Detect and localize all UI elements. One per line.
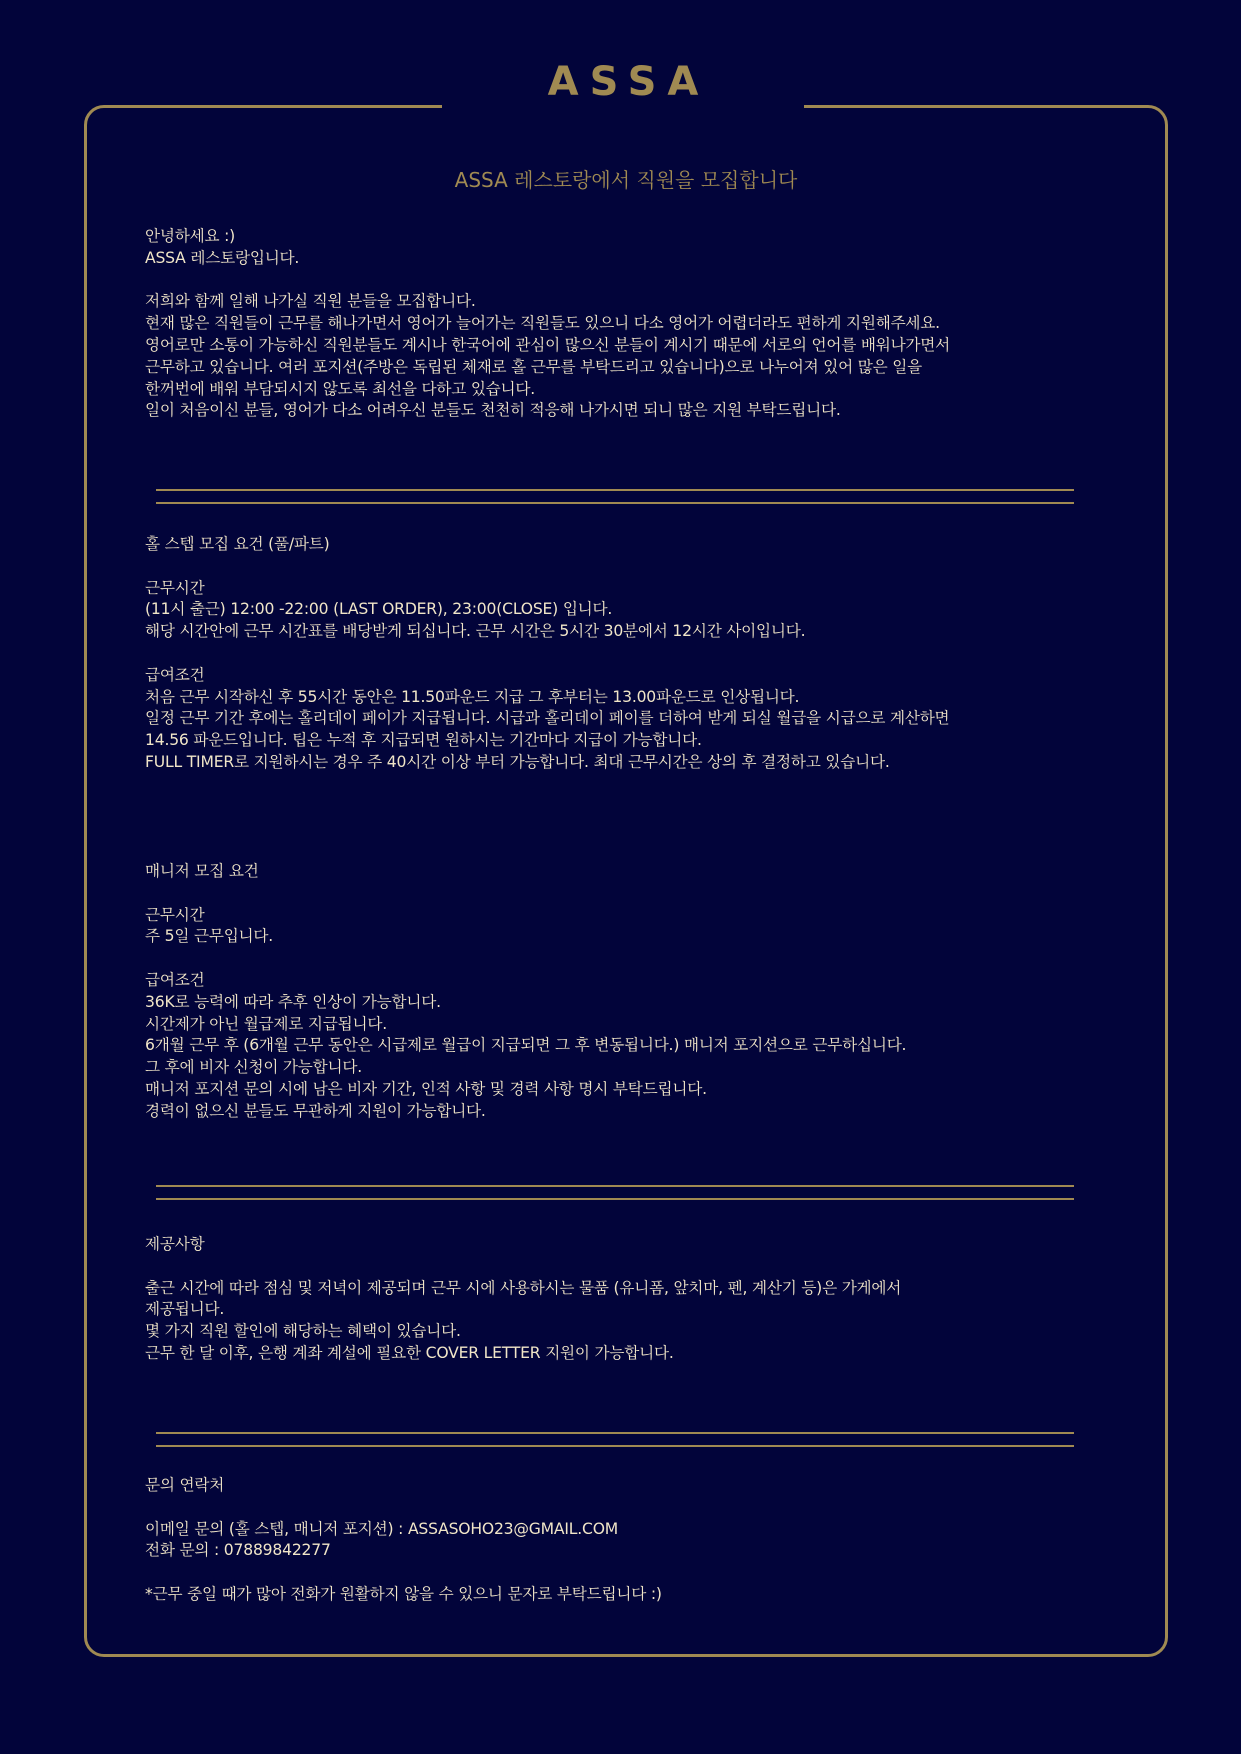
text-line: 저희와 함께 일해 나가실 직원 분들을 모집합니다. [145, 292, 476, 311]
text-line: 안녕하세요 :) [145, 227, 236, 245]
text-line: 경력이 없으신 분들도 무관하게 지원이 가능합니다. [145, 1101, 486, 1120]
text-line [145, 1562, 1145, 1584]
text-line: ASSA 레스토랑입니다. [145, 248, 300, 267]
text-line: 출근 시간에 따라 점심 및 저녁이 제공되며 근무 시에 사용하시는 물품 (유니폼, 앞치마, 펜, 계산기 등)은 가게에서 [145, 1278, 902, 1297]
hall-staff-section [145, 534, 1145, 774]
text-line: 근무하고 있습니다. 여러 포지션(주방은 독립된 체재로 홀 근무를 부탁드리고 있습니다)으로 나누어져 있어 많은 일을 [145, 357, 922, 376]
benefits-section [145, 1234, 1145, 1365]
text-line: 시간제가 아닌 월급제로 지급됩니다. [145, 1014, 387, 1033]
text-line: 근무 한 달 이후, 은행 계좌 계설에 필요한 COVER LETTER 지원이 가능합니다. [145, 1343, 674, 1362]
intro-section [145, 226, 1145, 422]
assa-logo: ASSA [547, 59, 710, 105]
text-line: 6개월 근무 후 (6개월 근무 동안은 시급제로 월급이 지급되면 그 후 변동됩니다.) 매니저 포지션으로 근무하십니다. [145, 1036, 907, 1055]
text-line: 제공사항 [145, 1235, 205, 1253]
text-line: *근무 중일 때가 많아 전화가 원활하지 않을 수 있으니 문자로 부탁드립니다 :) [145, 1584, 662, 1603]
text-line: 급여조건 [145, 665, 205, 684]
text-line: 그 후에 비자 신청이 가능합니다. [145, 1058, 363, 1077]
text-line: 한꺼번에 배워 부담되시지 않도록 최선을 다하고 있습니다. [145, 379, 536, 398]
text-line: 일정 근무 기간 후에는 홀리데이 페이가 지급됩니다. 시급과 홀리데이 페이를 더하여 받게 되실 월급을 시급으로 계산하면 [145, 709, 950, 728]
text-line: FULL TIMER로 지원하시는 경우 주 40시간 이상 부터 가능합니다. 최대 근무시간은 상의 후 결정하고 있습니다. [145, 752, 890, 771]
text-line [145, 556, 1145, 578]
text-line [145, 1256, 1145, 1278]
text-line: 근무시간 [145, 578, 205, 597]
text-line [145, 883, 1145, 905]
text-line: 처음 근무 시작하신 후 55시간 동안은 11.50파운드 지급 그 후부터는 13.00파운드로 인상됩니다. [145, 687, 800, 706]
text-line: 해당 시간안에 근무 시간표를 배당받게 되십니다. 근무 시간은 5시간 30분에서 12시간 사이입니다. [145, 622, 806, 641]
text-line: 14.56 파운드입니다. 팁은 누적 후 지급되면 원하시는 기간마다 지급이 가능합니다. [145, 731, 702, 750]
text-line: 제공됩니다. [145, 1300, 225, 1319]
divider-1 [156, 489, 1074, 504]
text-line: 홀 스텝 모집 요건 (풀/파트) [145, 535, 330, 553]
text-line: 영어로만 소통이 가능하신 직원분들도 계시나 한국어에 관심이 많으신 분들이 계시기 때문에 서로의 언어를 배워나가면서 [145, 335, 951, 354]
text-line: 근무시간 [145, 905, 205, 924]
text-line [145, 948, 1145, 970]
divider-2 [156, 1185, 1074, 1200]
text-line: 주 5일 근무입니다. [145, 927, 274, 946]
text-line: 전화 문의 : 07889842277 [145, 1541, 331, 1560]
divider-3 [156, 1432, 1074, 1447]
text-line: 문의 연락처 [145, 1476, 225, 1494]
page-title: ASSA 레스토랑에서 직원을 모집합니다 [454, 168, 798, 192]
text-line [145, 270, 1145, 292]
text-line: 이메일 문의 (홀 스텝, 매니저 포지션) : ASSASOHO23@GMAIL.COM [145, 1519, 619, 1538]
manager-section [145, 861, 1145, 1123]
text-line: 36K로 능력에 따라 추후 인상이 가능합니다. [145, 992, 441, 1011]
text-line: 현재 많은 직원들이 근무를 해나가면서 영어가 늘어가는 직원들도 있으니 다소 영어가 어렵더라도 편하게 지원해주세요. [145, 314, 940, 333]
text-line [145, 643, 1145, 665]
text-line [145, 1497, 1145, 1519]
text-line: 급여조건 [145, 970, 205, 989]
text-line: (11시 출근) 12:00 -22:00 (LAST ORDER), 23:00(CLOSE) 입니다. [145, 600, 613, 619]
contact-section [145, 1475, 1145, 1606]
text-line: 매니저 모집 요건 [145, 862, 259, 880]
text-line: 매니저 포지션 문의 시에 남은 비자 기간, 인적 사항 및 경력 사항 명시 부탁드립니다. [145, 1079, 707, 1098]
text-line: 몇 가지 직원 할인에 해당하는 혜택이 있습니다. [145, 1322, 461, 1341]
text-line: 일이 처음이신 분들, 영어가 다소 어려우신 분들도 천천히 적응해 나가시면 되니 많은 지원 부탁드립니다. [145, 401, 841, 420]
